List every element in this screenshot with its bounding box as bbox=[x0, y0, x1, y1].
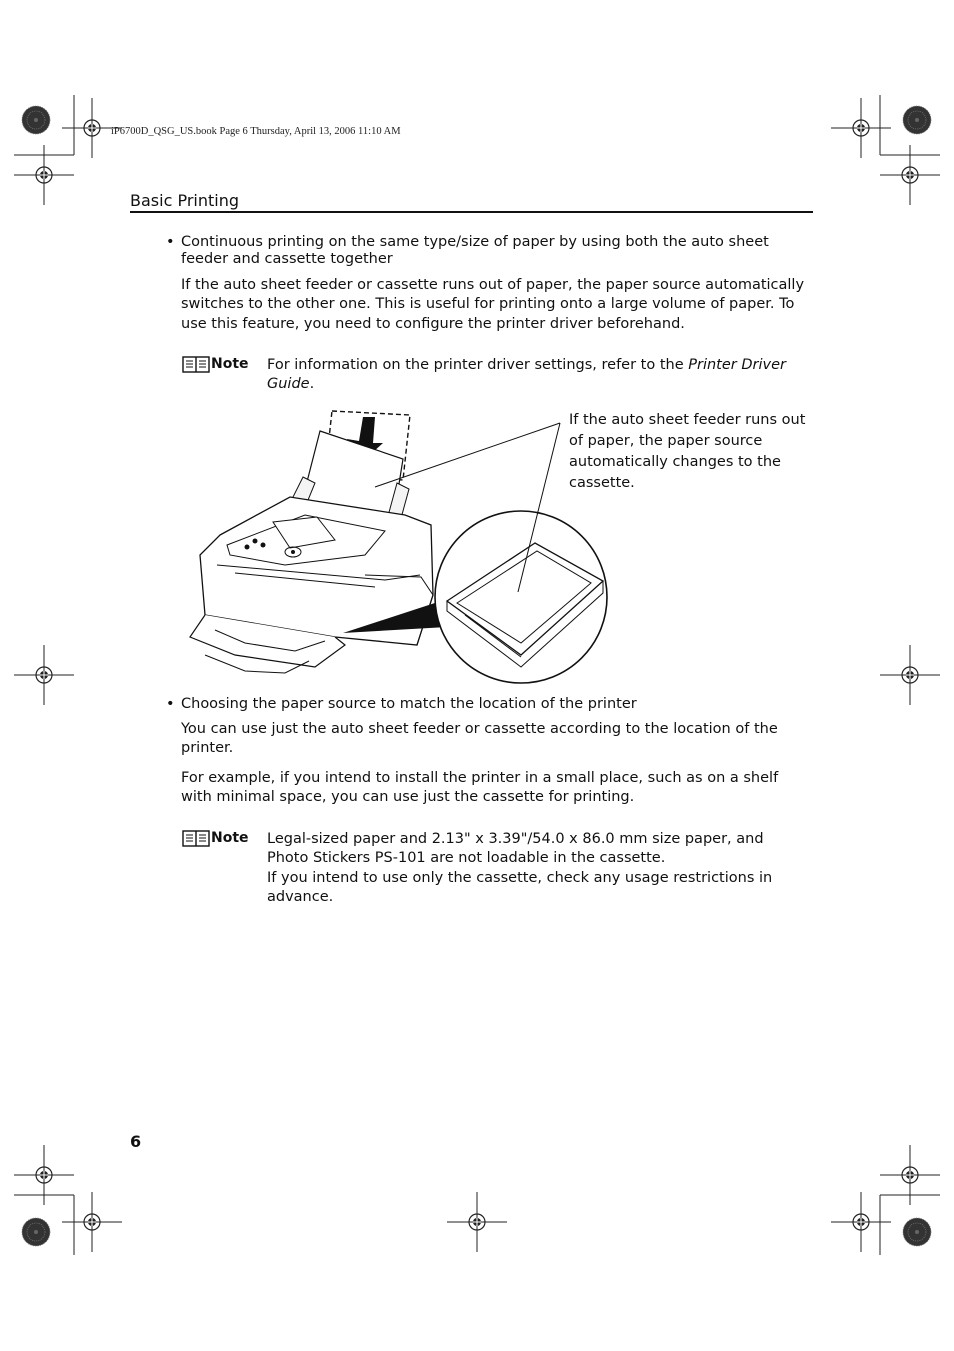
section-title-rule bbox=[130, 211, 813, 213]
color-registration-mark bbox=[22, 1218, 50, 1246]
crop-cross-mark bbox=[831, 98, 891, 158]
color-registration-mark bbox=[22, 106, 50, 134]
body-paragraph: You can use just the auto sheet feeder or cassette according to the location of the printer. bbox=[181, 721, 778, 757]
note-text bbox=[267, 356, 812, 395]
bullet-heading-text: Choosing the paper source to match the location of the printer bbox=[181, 696, 637, 712]
body-paragraph: If the auto sheet feeder or cassette runs out of paper, the paper source automatically switches to the other one. This is useful for printing onto a large volume of paper. To use this feature, you need to configure the printer driver beforehand. bbox=[181, 277, 805, 332]
note-text bbox=[267, 830, 797, 907]
crop-cross-mark bbox=[880, 1145, 940, 1205]
body-paragraph: For example, if you intend to install the printer in a small place, such as on a shelf with minimal space, you can use just the cassette for printing. bbox=[181, 770, 779, 806]
crop-cross-mark bbox=[14, 645, 74, 705]
note-line: Legal-sized paper and 2.13" x 3.39"/54.0 x 86.0 mm size paper, and Photo Stickers PS-101 are not loadable in the cassette. bbox=[267, 831, 764, 867]
bullet-heading-text: Continuous printing on the same type/size of paper by using both the auto sheet feeder and cassette together bbox=[181, 234, 769, 267]
crop-cross-mark bbox=[880, 645, 940, 705]
printer-cassette-illustration bbox=[185, 405, 615, 690]
crop-cross-mark bbox=[62, 1192, 122, 1252]
crop-cross-mark bbox=[14, 1145, 74, 1205]
bullet-dot: • bbox=[166, 234, 175, 250]
crop-cross-mark bbox=[14, 145, 74, 205]
bullet-dot: • bbox=[166, 696, 175, 712]
note-badge bbox=[182, 829, 250, 853]
note-label: Note bbox=[211, 830, 249, 846]
note-line: If you intend to use only the cassette, check any usage restrictions in advance. bbox=[267, 869, 773, 905]
color-registration-mark bbox=[903, 106, 931, 134]
note-text-part: . bbox=[309, 376, 315, 393]
note-label: Note bbox=[211, 356, 249, 372]
printer-driver-guide-title: Printer Driver Guide bbox=[267, 357, 786, 393]
crop-cross-mark bbox=[447, 1192, 507, 1252]
bullet-heading bbox=[166, 696, 806, 713]
note-text-part: For information on the printer driver settings, refer to the bbox=[267, 357, 689, 373]
color-registration-mark bbox=[903, 1218, 931, 1246]
page-number: 6 bbox=[130, 1132, 142, 1151]
crop-cross-mark bbox=[880, 145, 940, 205]
figure-callout-text: If the auto sheet feeder runs out of paper, the paper source automatically changes to the cassette. bbox=[569, 412, 806, 491]
section-title: Basic Printing bbox=[130, 191, 239, 210]
crop-cross-mark bbox=[831, 1192, 891, 1252]
note-badge bbox=[182, 355, 250, 379]
book-info-line: iP6700D_QSG_US.book Page 6 Thursday, April 13, 2006 11:10 AM bbox=[111, 126, 401, 137]
bullet-heading bbox=[166, 234, 806, 268]
